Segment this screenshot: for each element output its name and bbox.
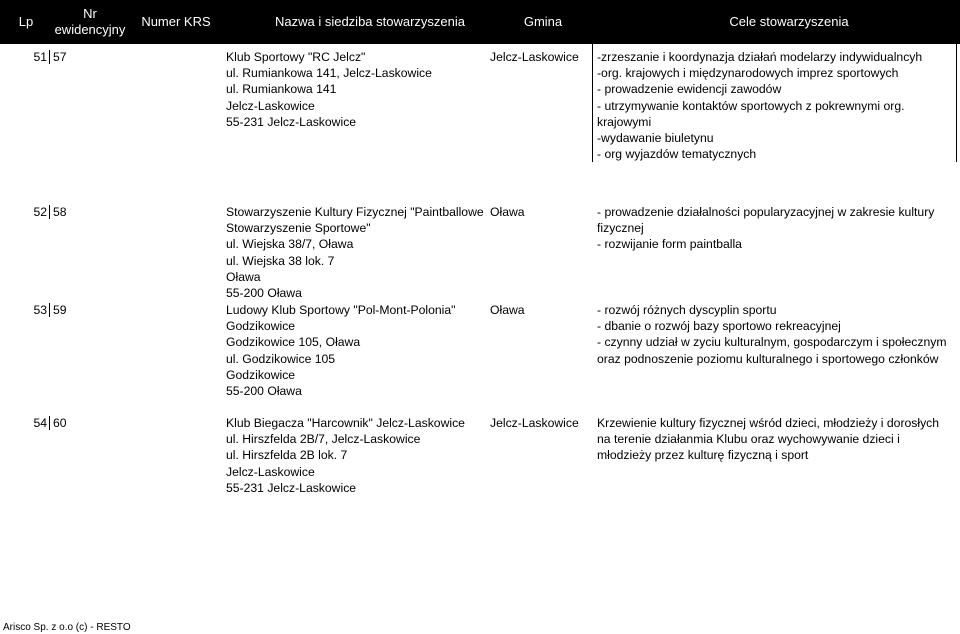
name-address-cell — [226, 302, 456, 399]
table-row — [0, 415, 960, 515]
name-address-cell — [226, 415, 465, 496]
table-header — [0, 0, 960, 44]
header-registry-number-line: ewidencyjny — [54, 22, 126, 37]
name-address-cell — [226, 204, 484, 301]
header-goals: Cele stowarzyszenia — [729, 14, 849, 29]
cell-divider — [49, 416, 50, 430]
cell-divider — [49, 303, 50, 317]
name-address-line: Stowarzyszenie Sportowe" — [226, 221, 371, 236]
name-address-line: ul. Wiejska 38 lok. 7 — [226, 253, 335, 268]
lp-cell: 51 — [33, 50, 47, 64]
goals-line: Krzewienie kultury fizycznej wśród dzieci, młodzieży i dorosłych — [597, 416, 940, 430]
name-address-line: Jelcz-Laskowice — [226, 98, 315, 113]
goals-line: -org. krajowych i międzynarodowych imprez sportowych — [597, 66, 899, 81]
name-address-cell — [226, 49, 432, 130]
name-address-line: Klub Sportowy "RC Jelcz" — [226, 50, 366, 64]
name-address-line: ul. Wiejska 38/7, Oława — [226, 237, 354, 252]
goals-cell — [597, 302, 947, 367]
header-registry-number — [52, 0, 128, 44]
name-address-line: Godzikowice — [226, 367, 296, 382]
goals-line: młodzieży przez kulturę fizyczną i sport — [597, 448, 809, 463]
goals-line: - dbanie o rozwój bazy sportowo rekreacyjnej — [597, 319, 841, 334]
goals-cell — [597, 49, 922, 162]
name-address-line: ul. Rumiankowa 141 — [226, 82, 337, 97]
registry-number-cell: 58 — [53, 205, 67, 219]
name-address-line: 55-231 Jelcz-Laskowice — [226, 480, 357, 495]
registry-number-cell: 57 — [53, 50, 67, 64]
name-address-line: Godzikowice 105, Oława — [226, 335, 361, 350]
goals-line: na terenie działanmia Klubu oraz wychowywanie dzieci i — [597, 432, 900, 447]
goals-line: -zrzeszanie i koordynazja działań modelarzy indywidualncyh — [597, 50, 923, 64]
header-name-address: Nazwa i siedziba stowarzyszenia — [274, 14, 466, 29]
registry-number-cell: 60 — [53, 416, 67, 430]
goals-line: - rozwijanie form paintballa — [597, 237, 742, 252]
header-lp: Lp — [18, 14, 34, 29]
municipality-cell: Oława — [490, 303, 525, 317]
goals-line: - prowadzenie działalności popularyzacyjnej w zakresie kultury — [597, 205, 935, 219]
header-municipality: Gmina — [523, 14, 563, 29]
name-address-line: Ludowy Klub Sportowy "Pol-Mont-Polonia" — [226, 303, 456, 317]
header-krs-number: Numer KRS — [141, 14, 211, 29]
name-address-line: Stowarzyszenie Kultury Fizycznej "Paintballowe — [226, 205, 484, 219]
municipality-cell: Jelcz-Laskowice — [490, 416, 579, 430]
goals-cell — [597, 415, 939, 464]
municipality-cell: Jelcz-Laskowice — [490, 50, 579, 64]
name-address-line: 55-231 Jelcz-Laskowice — [226, 114, 357, 129]
name-address-line: Jelcz-Laskowice — [226, 464, 315, 479]
name-address-line: ul. Hirszfelda 2B/7, Jelcz-Laskowice — [226, 432, 421, 447]
registry-number-cell: 59 — [53, 303, 67, 317]
table-row — [0, 302, 960, 402]
name-address-line: ul. Rumiankowa 141, Jelcz-Laskowice — [226, 66, 432, 81]
footer-copyright: Arisco Sp. z o.o (c) - RESTO — [3, 622, 131, 633]
goals-line: -wydawanie biuletynu — [597, 131, 714, 146]
goals-line: - utrzymywanie kontaktów sportowych z pokrewnymi org. — [597, 98, 905, 113]
goals-line: - czynny udział w zyciu kulturalnym, gospodarczym i społecznym — [597, 335, 947, 350]
goals-line: oraz podnoszenie poziomu kulturalnego i sportowego członków — [597, 351, 939, 366]
goals-line: krajowymi — [597, 114, 652, 129]
cell-divider — [49, 50, 50, 64]
name-address-line: Godzikowice — [226, 319, 296, 334]
name-address-line: 55-200 Oława — [226, 286, 302, 301]
goals-line: - rozwój różnych dyscyplin sportu — [597, 303, 777, 317]
name-address-line: 55-200 Oława — [226, 384, 302, 399]
name-address-line: Klub Biegacza "Harcownik" Jelcz-Laskowice — [226, 416, 465, 430]
cell-divider — [49, 205, 50, 219]
name-address-line: ul. Godzikowice 105 — [226, 351, 336, 366]
table-row — [0, 204, 960, 304]
lp-cell: 53 — [33, 303, 47, 317]
lp-cell: 54 — [33, 416, 47, 430]
name-address-line: Oława — [226, 269, 261, 284]
goals-line: - prowadzenie ewidencji zawodów — [597, 82, 782, 97]
municipality-cell: Oława — [490, 205, 525, 219]
name-address-line: ul. Hirszfelda 2B lok. 7 — [226, 448, 348, 463]
header-registry-number-line: Nr — [83, 6, 97, 21]
lp-cell: 52 — [33, 205, 47, 219]
goals-line: fizycznej — [597, 221, 644, 236]
goals-line: - org wyjazdów tematycznych — [597, 147, 757, 162]
goals-cell — [597, 204, 934, 253]
table-row — [0, 49, 960, 164]
